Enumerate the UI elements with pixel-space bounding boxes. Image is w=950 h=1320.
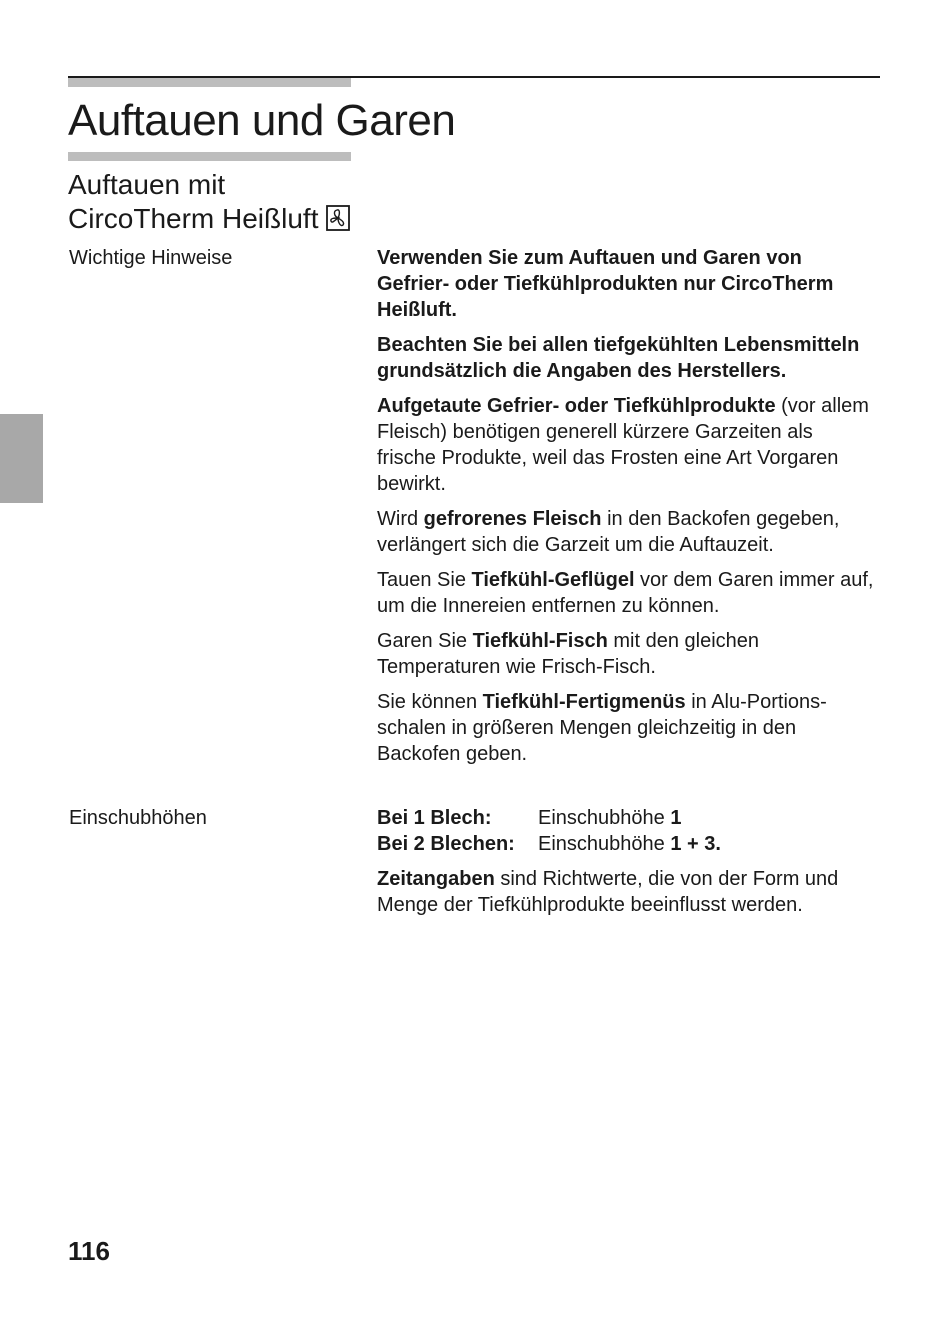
note-4-bold: gefrorenes Fleisch [423, 508, 602, 530]
rack-row-2-number: 1 + 3. [670, 833, 721, 855]
section-title-line1: Auftauen mit [68, 169, 226, 200]
note-paragraph-6 [377, 628, 877, 680]
rack-levels-column [377, 805, 877, 927]
rack-row-2-value [538, 831, 721, 857]
section-title-line2 [68, 202, 350, 236]
note-4-pre: Wird [377, 508, 424, 530]
top-gray-bar [68, 78, 351, 87]
rack-row-2 [377, 831, 877, 857]
time-note-bold: Zeitangaben [377, 868, 495, 890]
note-paragraph-7 [377, 689, 877, 767]
rack-row-1-value [538, 805, 681, 831]
note-paragraph-5 [377, 567, 877, 619]
rack-row-2-text: Einschubhöhe [538, 833, 671, 855]
section-title-text: CircoTherm Heißluft [68, 203, 319, 234]
note-paragraph-2: Beachten Sie bei allen tiefgekühlten Lebensmitteln grundsätzlich die Angaben des Herstellers. [377, 334, 860, 382]
rack-row-2-key: Bei 2 Blechen: [377, 833, 515, 855]
note-7-pre: Sie können [377, 691, 483, 713]
page-title: Auftauen und Garen [68, 96, 456, 145]
rack-row-1-text: Einschubhöhe [538, 807, 671, 829]
note-5-pre: Tauen Sie [377, 569, 472, 591]
note-7-text: in Alu-Portions-schalen in größeren Mengen gleichzeitig in den Backofen geben. [377, 691, 827, 765]
rack-row-1 [377, 805, 877, 831]
side-tab-marker [0, 414, 43, 503]
section-title [68, 168, 350, 236]
time-note-text: sind Richtwerte, die von der Form und Menge der Tiefkühlprodukte beeinflusst werden. [377, 868, 839, 916]
rack-row-1-number: 1 [670, 807, 682, 829]
label-important-notes: Wichtige Hinweise [69, 247, 233, 269]
note-6-pre: Garen Sie [377, 630, 473, 652]
note-7-bold: Tiefkühl-Fertigmenüs [482, 691, 686, 713]
time-note [377, 866, 877, 918]
fan-icon [326, 205, 350, 231]
page-number: 116 [68, 1236, 110, 1266]
note-5-bold: Tiefkühl-Geflügel [471, 569, 635, 591]
rack-row-1-key: Bei 1 Blech: [377, 807, 492, 829]
note-paragraph-1: Verwenden Sie zum Auftauen und Garen von Gefrier- oder Tiefkühlprodukten nur CircoTherm Heißluft. [377, 247, 834, 321]
section-gray-bar [68, 152, 351, 161]
important-notes-column [377, 245, 877, 776]
note-5-text: vor dem Garen immer auf, um die Innereien entfernen zu können. [377, 569, 874, 617]
note-paragraph-4 [377, 506, 877, 558]
note-6-bold: Tiefkühl-Fisch [472, 630, 608, 652]
note-6-text: mit den gleichen Temperaturen wie Frisch-Fisch. [377, 630, 760, 678]
note-paragraph-3 [377, 393, 877, 497]
note-4-text: in den Backofen gegeben, verlängert sich die Garzeit um die Auftauzeit. [377, 508, 840, 556]
note-3-bold: Aufgetaute Gefrier- oder Tiefkühlprodukte [377, 395, 776, 417]
label-rack-levels: Einschubhöhen [69, 807, 207, 829]
note-3-text: (vor allem Fleisch) benötigen generell kürzere Garzeiten als frische Produkte, weil das Frosten eine Art Vorgaren bewirkt. [377, 395, 869, 495]
